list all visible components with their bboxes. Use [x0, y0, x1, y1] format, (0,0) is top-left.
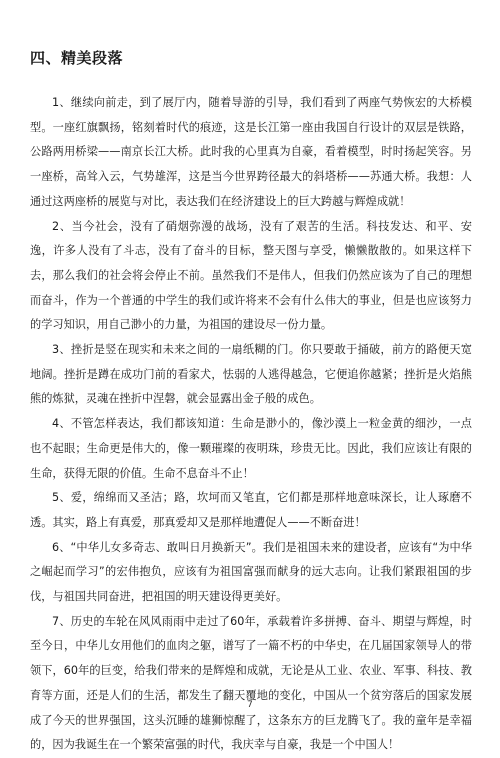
paragraph-1: 1、继续向前走，到了展厅内，随着导游的引导，我们看到了两座气势恢宏的大桥模型。一座红旗飘扬，铭刻着时代的痕迹，这是长江第一座由我国自行设计的双层是铁路，公路两用桥梁——南京长江大桥。此时我的心里真为自豪，看着模型，时时扬起笑容。另一座桥，高耸入云，气势雄浑，这是当今世界跨径最大的斜塔桥——苏通大桥。我想：人通过这两座桥的展览与对比，表达我们在经济建设上的巨大跨越与辉煌成就！ [30, 96, 472, 208]
paragraph-3: 3、挫折是竖在现实和未来之间的一扇纸糊的门。你只要敢于捅破，前方的路便天宽地阔。挫折是蹲在成功门前的看家犬，怯弱的人逃得越急，它便追你越紧；挫折是火焰熊熊的炼狱，灵魂在挫折中涅磐，就会显露出金子般的成色。 [30, 343, 472, 406]
section-heading: 四、精美段落 [30, 49, 124, 67]
paragraph-6: 6、“中华儿女多奇志、敢叫日月换新天”。我们是祖国未来的建设者，应该有“为中华之崛起而学习”的宏伟抱负，应该有为祖国富强而献身的远大志向。让我们紧跟祖国的步伐，与祖国共同奋进，把祖国的明天建设得更美好。 [30, 540, 472, 604]
paragraph-2: 2、当今社会，没有了硝烟弥漫的战场，没有了艰苦的生活。科技发达、和平、安逸，许多人没有了斗志，没有了奋斗的目标，整天图与享受，懒懒散散的。如果这样下去，那么我们的社会将会停止不前。虽然我们不是伟人，但我们仍然应该为了自己的理想而奋斗，作为一个普通的中学生的我们或许将来不会有什么伟大的事业，但是也应该努力的学习知识，用自己渺小的力量，为祖国的建设尽一份力量。 [30, 219, 472, 332]
paragraph-7: 7、历史的车轮在风风雨雨中走过了60年，承载着许多拼搏、奋斗、期望与辉煌，时至今日，中华儿女用他们的血肉之躯，谱写了一篇不朽的中华史，在几届国家领导人的带领下，60年的巨变，给我们带来的是辉煌和成就，无论是从工业、农业、军事、科技、教育等方面，还是人们的生活，都发生了翻天覆地的变化，中国从一个贫穷落后的国家发展成了今天的世界强国，这头沉睡的雄狮惊醒了，这条东方的巨龙腾飞了。我的童年是幸福的，因为我诞生在一个繁荣富强的时代，我庆幸与自豪，我是一个中国人！ [30, 614, 472, 752]
paragraph-list [30, 91, 472, 758]
page-number: 7 [247, 700, 253, 710]
paragraph-5: 5、爱，绵绵而又圣洁；路，坎坷而又笔直，它们都是那样地意味深长，让人琢磨不透。其实，路上有真爱，那真爱却又是那样地遭促人——不断奋进！ [30, 491, 472, 529]
paragraph-4: 4、不管怎样表达，我们都该知道：生命是渺小的，像沙漠上一粒金黄的细沙，一点也不起眼；生命更是伟大的，像一颗璀璨的夜明珠，珍贵无比。因此，我们应该让有限的生命，获得无限的价值。生命不息奋斗不止！ [30, 417, 472, 480]
